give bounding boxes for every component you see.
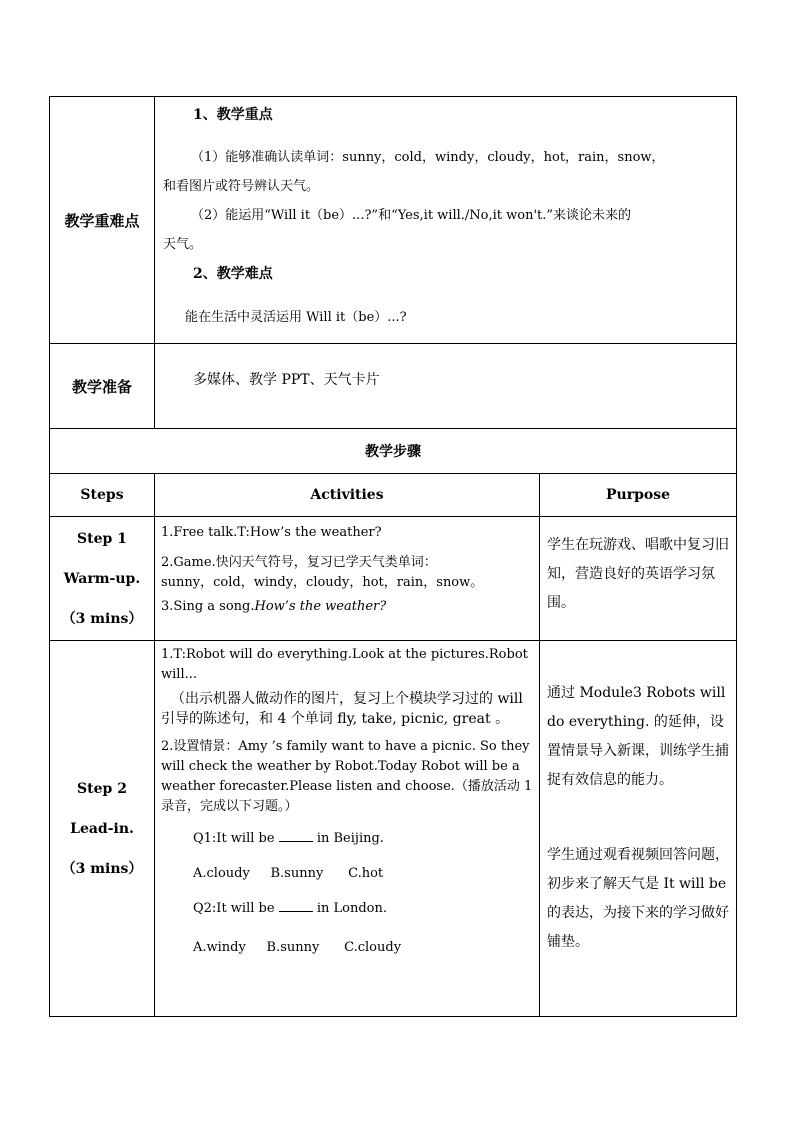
- col-steps: Steps: [50, 474, 155, 517]
- question-2-options: A.windy B.sunny C.cloudy: [193, 940, 402, 955]
- key-point-heading: 1、教学重点: [193, 107, 273, 123]
- step2-label: [50, 641, 155, 1017]
- answer-blank-2[interactable]: [279, 899, 313, 912]
- question-2: [161, 899, 533, 919]
- step2-purpose-2: 学生通过观看视频回答问题，初步来了解天气是 It will be 的表达，为接下来的学习做好铺垫。: [547, 847, 729, 950]
- preparation-row: [50, 344, 737, 429]
- step2-activity-2: 2.设置情景：Amy ’s family want to have a picnic. So they will check the weather by Robot.Today Robot will be a weather forecaster.Please listen and choose.（播放活动 1 录音，完成以下习题。）: [161, 739, 533, 814]
- question-1: [161, 829, 533, 849]
- key-points-label: 教学重难点: [50, 97, 155, 344]
- step1-activity-1: 1.Free talk.T:How’s the weather?: [161, 525, 382, 540]
- step1-activity-2-cont: sunny，cold，windy，cloudy，hot，rain，snow。: [161, 575, 484, 590]
- step1-row: [50, 517, 737, 641]
- step2-purpose: [540, 641, 737, 1017]
- preparation-text: 多媒体、教学 PPT、天气卡片: [193, 372, 380, 388]
- step1-activity-3-prefix: 3.Sing a song.: [161, 599, 255, 614]
- question-1-prefix: Q1:It will be: [193, 831, 275, 846]
- col-activities: Activities: [155, 474, 540, 517]
- step1-activity-2: 2.Game.快闪天气符号，复习已学天气类单词：: [161, 555, 437, 570]
- step1-purpose-text: 学生在玩游戏、唱歌中复习旧知，营造良好的英语学习氛围。: [547, 537, 729, 611]
- key-point-2: （2）能运用“Will it（be）...?”和“Yes,it will./No,it won't.”来谈论未来的: [191, 208, 632, 223]
- question-1-suffix: in Beijing.: [316, 831, 384, 846]
- steps-title-row: [50, 429, 737, 474]
- step2-activity-1: 1.T:Robot will do everything.Look at the pictures.Robot will...: [161, 647, 528, 682]
- col-purpose: Purpose: [540, 474, 737, 517]
- key-points-row: [50, 97, 737, 344]
- step1-label: [50, 517, 155, 641]
- step1-activities: [155, 517, 540, 641]
- step2-activities: [155, 641, 540, 1017]
- column-header-row: [50, 474, 737, 517]
- step2-row: [50, 641, 737, 1017]
- steps-title: 教学步骤: [50, 429, 737, 474]
- step1-time: （3 mins）: [61, 610, 143, 627]
- step2-purpose-1: 通过 Module3 Robots will do everything. 的延伸，设置情景导入新课，训练学生捕捉有效信息的能力。: [547, 685, 729, 788]
- step2-activity-1-note: （出示机器人做动作的图片，复习上个模块学习过的 will 引导的陈述句，和 4 个单词 fly, take, picnic, great 。: [161, 691, 523, 727]
- question-1-options: A.cloudy B.sunny C.hot: [193, 866, 384, 881]
- answer-blank-1[interactable]: [279, 829, 313, 842]
- key-point-1-cont: 和看图片或符号辨认天气。: [163, 179, 320, 194]
- step1-purpose: [540, 517, 737, 641]
- question-2-prefix: Q2:It will be: [193, 901, 275, 916]
- key-point-1: （1）能够准确认读单词：sunny，cold，windy，cloudy，hot，rain，snow，: [191, 150, 665, 165]
- preparation-label: 教学准备: [50, 344, 155, 429]
- lesson-plan-table: [49, 96, 737, 1017]
- key-points-content: [155, 97, 737, 344]
- step2-time: （3 mins）: [61, 860, 143, 877]
- step2-name: Step 2: [77, 780, 127, 797]
- step1-phase: Warm-up.: [63, 570, 141, 587]
- key-point-2-cont: 天气。: [163, 237, 203, 252]
- difficulty-heading: 2、教学难点: [193, 266, 273, 282]
- step2-phase: Lead-in.: [70, 820, 134, 837]
- step1-activity-3: [161, 597, 533, 617]
- question-2-suffix: in London.: [316, 901, 387, 916]
- difficulty-text: 能在生活中灵活运用 Will it（be）...?: [185, 310, 407, 325]
- step1-name: Step 1: [77, 530, 127, 547]
- preparation-content: [155, 344, 737, 429]
- step1-song-title: How’s the weather?: [254, 599, 387, 614]
